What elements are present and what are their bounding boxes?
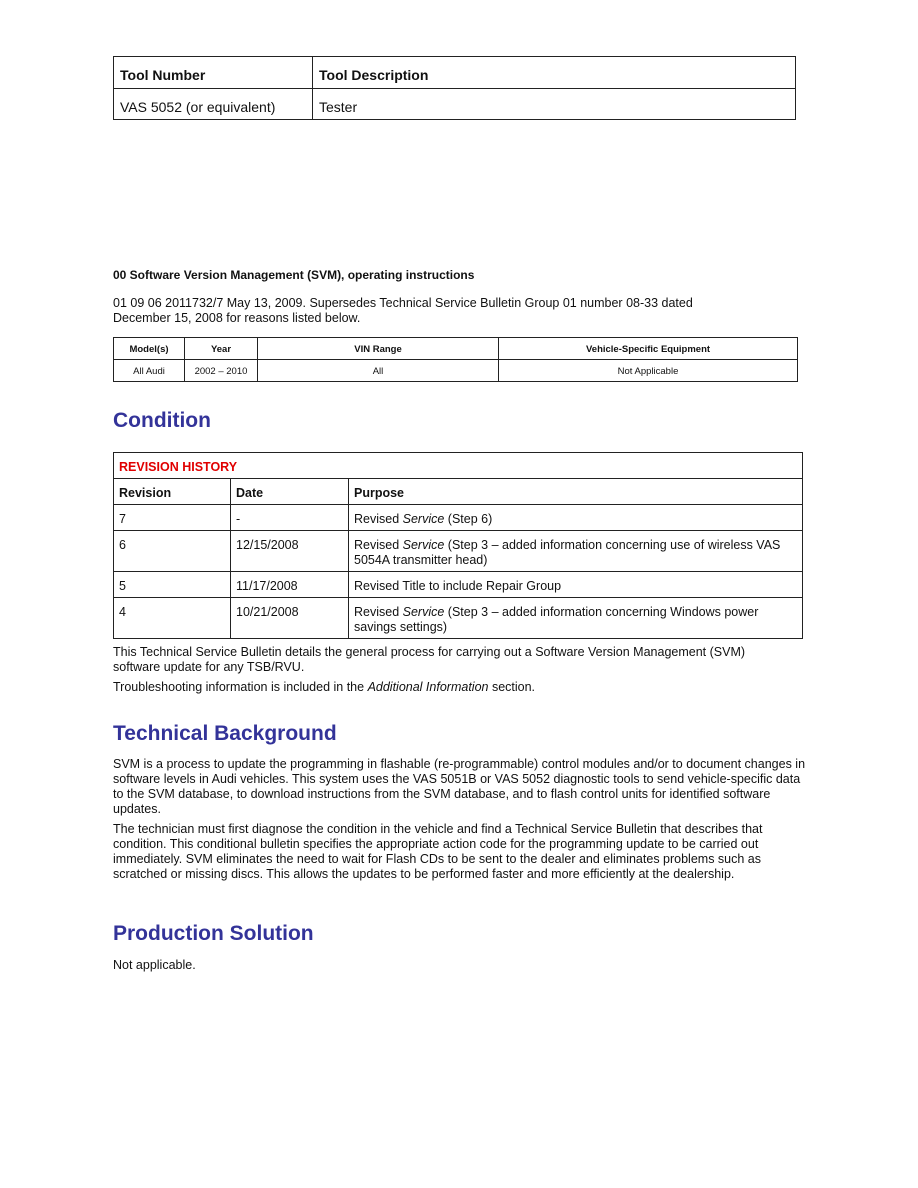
condition-paragraph: This Technical Service Bulletin details the general process for carrying out a Software Version Management (SVM) software update for any TSB/RVU. bbox=[113, 645, 746, 674]
revision-cell: 4 bbox=[114, 598, 231, 639]
date-cell: 10/21/2008 bbox=[231, 598, 349, 639]
svm-heading: 00 Software Version Management (SVM), operating instructions bbox=[113, 268, 475, 282]
table-header-row bbox=[114, 479, 803, 505]
condition-heading: Condition bbox=[113, 409, 211, 432]
purpose-text: Revised bbox=[354, 538, 403, 552]
table-cell: All bbox=[258, 360, 499, 382]
column-header: Date bbox=[231, 479, 349, 505]
technical-background-heading: Technical Background bbox=[113, 722, 337, 745]
table-cell: Not Applicable bbox=[499, 360, 798, 382]
revision-cell: 6 bbox=[114, 531, 231, 572]
table-row bbox=[114, 598, 803, 639]
revision-history-title: REVISION HISTORY bbox=[114, 453, 803, 479]
table-row bbox=[114, 360, 798, 382]
table-row bbox=[114, 572, 803, 598]
paragraph-text: section. bbox=[488, 680, 536, 694]
table-cell: Tester bbox=[313, 89, 796, 120]
date-cell: 12/15/2008 bbox=[231, 531, 349, 572]
column-header: Vehicle-Specific Equipment bbox=[499, 338, 798, 360]
column-header: Revision bbox=[114, 479, 231, 505]
table-cell: 2002 – 2010 bbox=[185, 360, 258, 382]
table-cell: All Audi bbox=[114, 360, 185, 382]
column-header: Purpose bbox=[349, 479, 803, 505]
purpose-text: (Step 6) bbox=[444, 512, 493, 526]
purpose-text: (Step 3 – added information concerning use of wireless VAS 5054A transmitter head) bbox=[354, 538, 781, 567]
table-row bbox=[114, 531, 803, 572]
revision-history-table bbox=[113, 452, 803, 639]
paragraph-emphasis: Additional Information bbox=[367, 680, 489, 694]
technical-background-paragraph: SVM is a process to update the programming in flashable (re-programmable) control modules and/or to document changes in software levels in Audi vehicles. This system uses the VAS 5051B or VAS 5052 diagnostic tools to send vehicle-specific data to the SVM database, to download instructions from the SVM database, and to flash control units for identified software updates. bbox=[113, 757, 806, 816]
table-row bbox=[114, 505, 803, 531]
column-header: VIN Range bbox=[258, 338, 499, 360]
tool-table bbox=[113, 56, 796, 120]
model-table bbox=[113, 337, 798, 382]
bulletin-line: December 15, 2008 for reasons listed below. bbox=[113, 311, 361, 325]
revision-cell: 7 bbox=[114, 505, 231, 531]
production-solution-heading: Production Solution bbox=[113, 922, 314, 945]
purpose-emphasis: Service bbox=[402, 605, 445, 619]
purpose-text: Revised bbox=[354, 605, 403, 619]
production-solution-text: Not applicable. bbox=[113, 958, 196, 972]
table-header-row bbox=[114, 338, 798, 360]
column-header: Year bbox=[185, 338, 258, 360]
column-header: Model(s) bbox=[114, 338, 185, 360]
paragraph-text: Troubleshooting information is included in the bbox=[113, 680, 368, 694]
condition-paragraph-2 bbox=[113, 680, 793, 695]
technical-background-paragraph: The technician must first diagnose the condition in the vehicle and find a Technical Service Bulletin that describes that condition. This conditional bulletin specifies the appropriate action code for the programming update to be carried out immediately. SVM eliminates the need to wait for Flash CDs to be sent to the dealer and eliminates problems such as scratched or missing discs. This allows the updates to be performed faster and more efficiently at the dealership. bbox=[113, 822, 763, 881]
purpose-emphasis: Service bbox=[402, 538, 445, 552]
table-header-row bbox=[114, 57, 796, 89]
column-header: Tool Description bbox=[313, 57, 796, 89]
purpose-cell bbox=[349, 505, 803, 531]
purpose-text: Revised Title to include Repair Group bbox=[354, 579, 562, 593]
bulletin-line: 01 09 06 2011732/7 May 13, 2009. Supersedes Technical Service Bulletin Group 01 number 08-33 dated bbox=[113, 296, 693, 310]
purpose-emphasis: Service bbox=[402, 512, 445, 526]
purpose-cell bbox=[349, 598, 803, 639]
date-cell: 11/17/2008 bbox=[231, 572, 349, 598]
purpose-text: (Step 3 – added information concerning Windows power savings settings) bbox=[354, 605, 759, 634]
purpose-cell bbox=[349, 531, 803, 572]
table-title-row bbox=[114, 453, 803, 479]
date-cell: - bbox=[231, 505, 349, 531]
purpose-text: Revised bbox=[354, 512, 403, 526]
revision-cell: 5 bbox=[114, 572, 231, 598]
table-row bbox=[114, 89, 796, 120]
table-cell: VAS 5052 (or equivalent) bbox=[114, 89, 313, 120]
column-header: Tool Number bbox=[114, 57, 313, 89]
purpose-cell bbox=[349, 572, 803, 598]
